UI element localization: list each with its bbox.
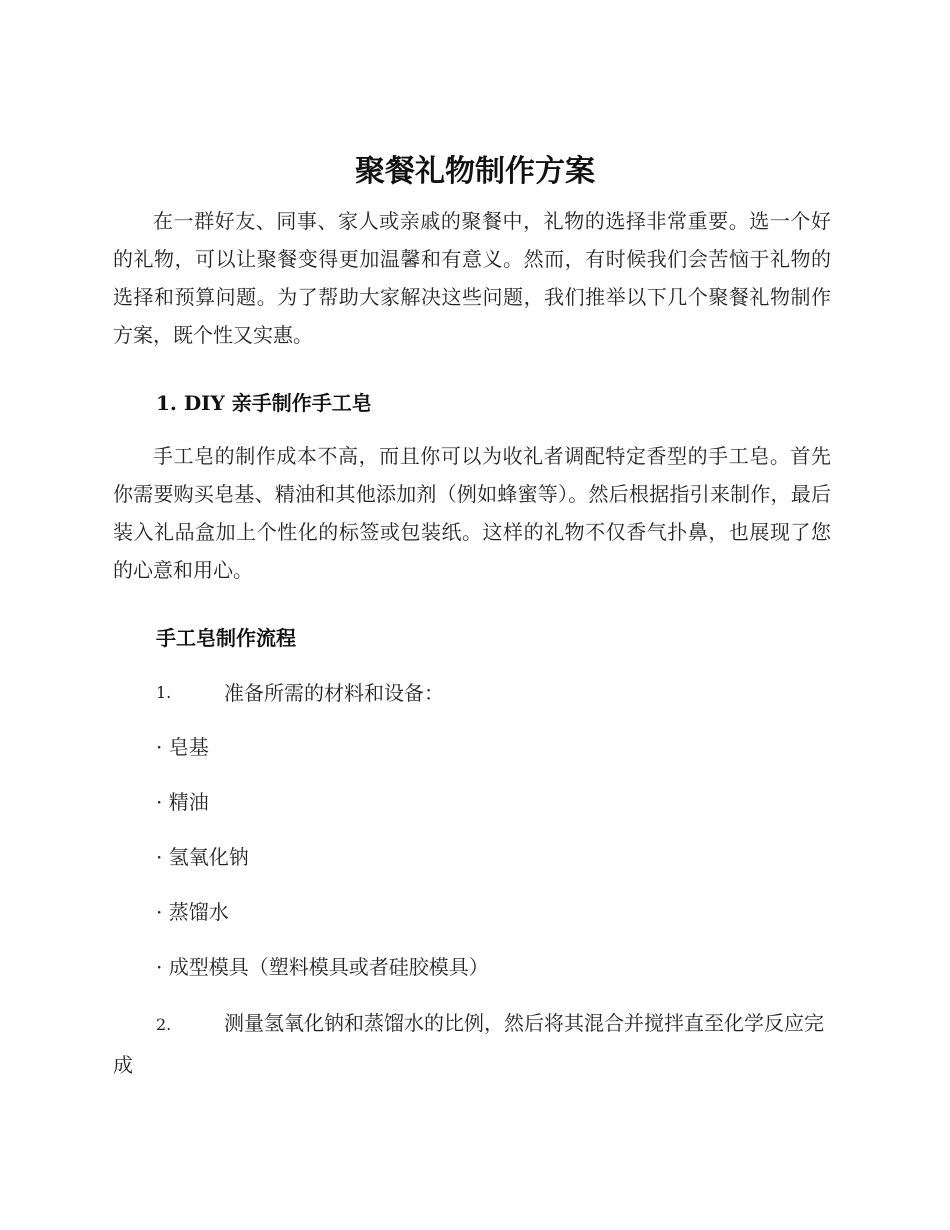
- step-text-2: 测量氢氧化钠和蒸馏水的比例，然后将其混合并搅拌直至化学反应完成: [113, 1011, 824, 1077]
- material-item: · 精油: [156, 790, 209, 814]
- step-number-2: 2.: [156, 1015, 172, 1034]
- section-heading-diy-soap: 1. DIY 亲手制作手工皂: [156, 391, 372, 415]
- intro-paragraph: 在一群好友、同事、家人或亲戚的聚餐中，礼物的选择非常重要。选一个好的礼物，可以让聚餐变得更加温馨和有意义。然而，有时候我们会苦恼于礼物的选择和预算问题。为了帮助大家解决这些问题，我们推举以下几个聚餐礼物制作方案，既个性又实惠。: [113, 209, 831, 347]
- material-item: · 蒸馏水: [156, 900, 229, 924]
- step-2: [113, 1003, 831, 1085]
- material-item: · 氢氧化钠: [156, 845, 249, 869]
- material-item: · 皂基: [156, 735, 209, 759]
- material-item: · 成型模具（塑料模具或者硅胶模具）: [156, 955, 489, 979]
- process-heading: 手工皂制作流程: [156, 626, 296, 650]
- step-text-1: 准备所需的材料和设备：: [224, 681, 444, 705]
- step-number-1: 1.: [156, 683, 172, 702]
- section-paragraph-diy-soap: 手工皂的制作成本不高，而且你可以为收礼者调配特定香型的手工皂。首先你需要购买皂基、精油和其他添加剂（例如蜂蜜等）。然后根据指引来制作，最后装入礼品盒加上个性化的标签或包装纸。这样的礼物不仅香气扑鼻，也展现了您的心意和用心。: [113, 444, 831, 582]
- page-title: 聚餐礼物制作方案: [355, 154, 595, 189]
